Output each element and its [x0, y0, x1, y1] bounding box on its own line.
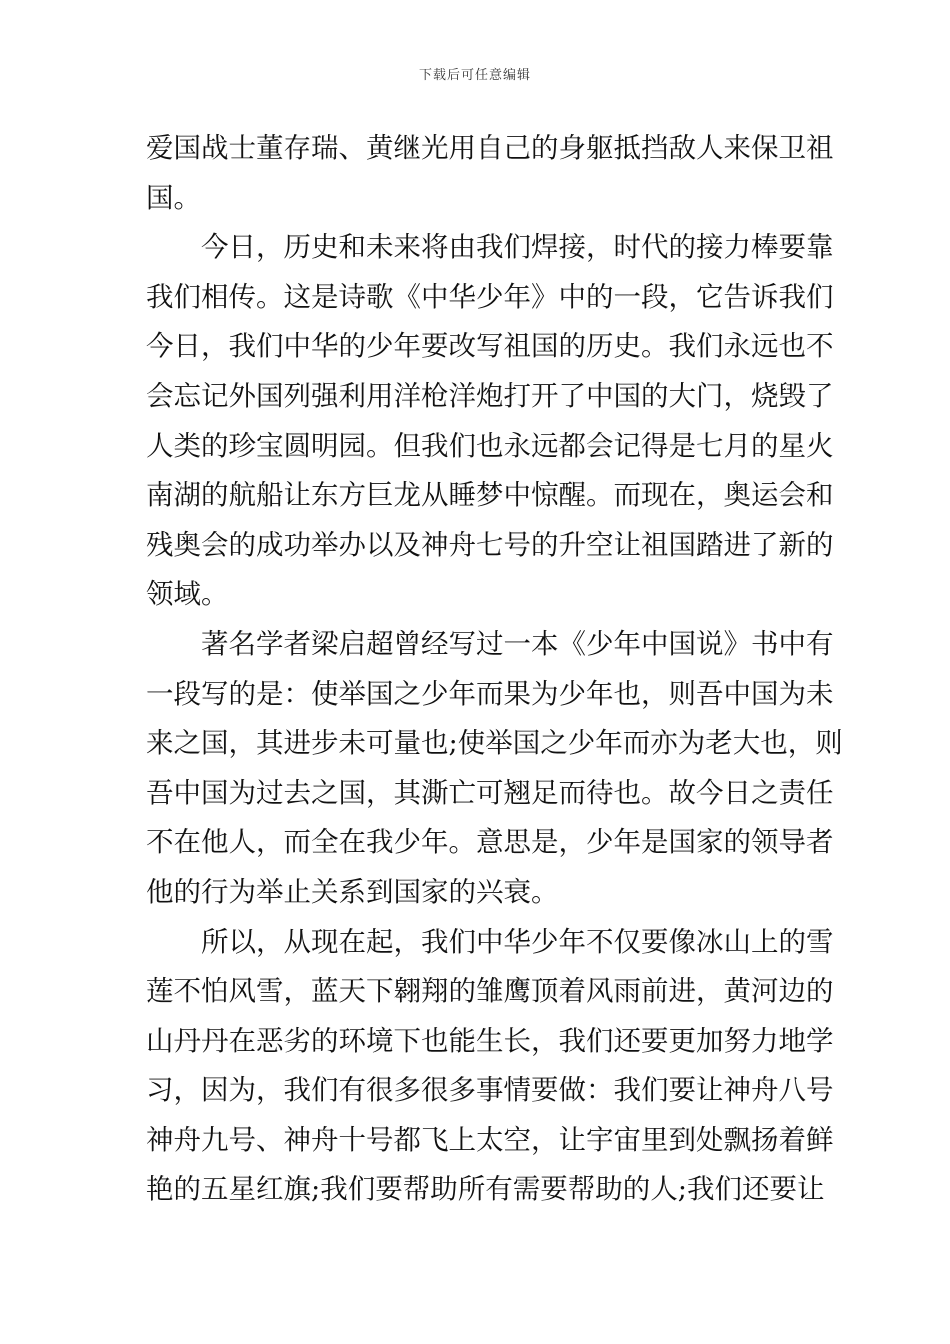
- text-line: 来之国，其进步未可量也;使举国之少年而亦为老大也，则: [146, 727, 843, 760]
- text-line: 艳的五星红旗;我们要帮助所有需要帮助的人;我们还要让: [146, 1173, 825, 1206]
- text-line: 人类的珍宝圆明园。但我们也永远都会记得是七月的星火: [146, 429, 834, 462]
- page-header: 下载后可任意编辑: [418, 68, 531, 83]
- text-line: 他的行为举止关系到国家的兴衰。: [146, 875, 559, 908]
- paragraph-first-line: 所以，从现在起，我们中华少年不仅要像冰山上的雪: [201, 925, 834, 958]
- text-line: 山丹丹在恶劣的环境下也能生长，我们还要更加努力地学: [146, 1024, 834, 1057]
- text-line: 爱国战士董存瑞、黄继光用自己的身躯抵挡敌人来保卫祖: [146, 132, 834, 164]
- text-line: 国。: [146, 181, 201, 214]
- text-line: 今日，我们中华的少年要改写祖国的历史。我们永远也不: [146, 330, 834, 363]
- text-line: 我们相传。这是诗歌《中华少年》中的一段，它告诉我们: [146, 280, 834, 313]
- text-line: 莲不怕风雪，蓝天下翱翔的雏鹰顶着风雨前进，黄河边的: [146, 975, 834, 1008]
- text-line: 领域。: [146, 578, 229, 611]
- paragraph-first-line: 著名学者梁启超曾经写过一本《少年中国说》书中有: [201, 627, 834, 660]
- text-line: 不在他人，而全在我少年。意思是，少年是国家的领导者: [146, 826, 834, 859]
- text-line: 吾中国为过去之国，其澌亡可翘足而待也。故今日之责任: [146, 776, 834, 809]
- text-line: 南湖的航船让东方巨龙从睡梦中惊醒。而现在，奥运会和: [146, 479, 834, 512]
- document-body: [146, 124, 843, 1215]
- paragraph-first-line: 今日，历史和未来将由我们焊接，时代的接力棒要靠: [201, 231, 834, 264]
- text-line: 一段写的是：使举国之少年而果为少年也，则吾中国为未: [146, 677, 834, 710]
- text-line: 残奥会的成功举办以及神舟七号的升空让祖国踏进了新的: [146, 528, 834, 561]
- text-line: 会忘记外国列强利用洋枪洋炮打开了中国的大门，烧毁了: [146, 379, 834, 412]
- text-line: 习，因为，我们有很多很多事情要做：我们要让神舟八号: [146, 1074, 834, 1107]
- text-line: 神舟九号、神舟十号都飞上太空，让宇宙里到处飘扬着鲜: [146, 1123, 834, 1156]
